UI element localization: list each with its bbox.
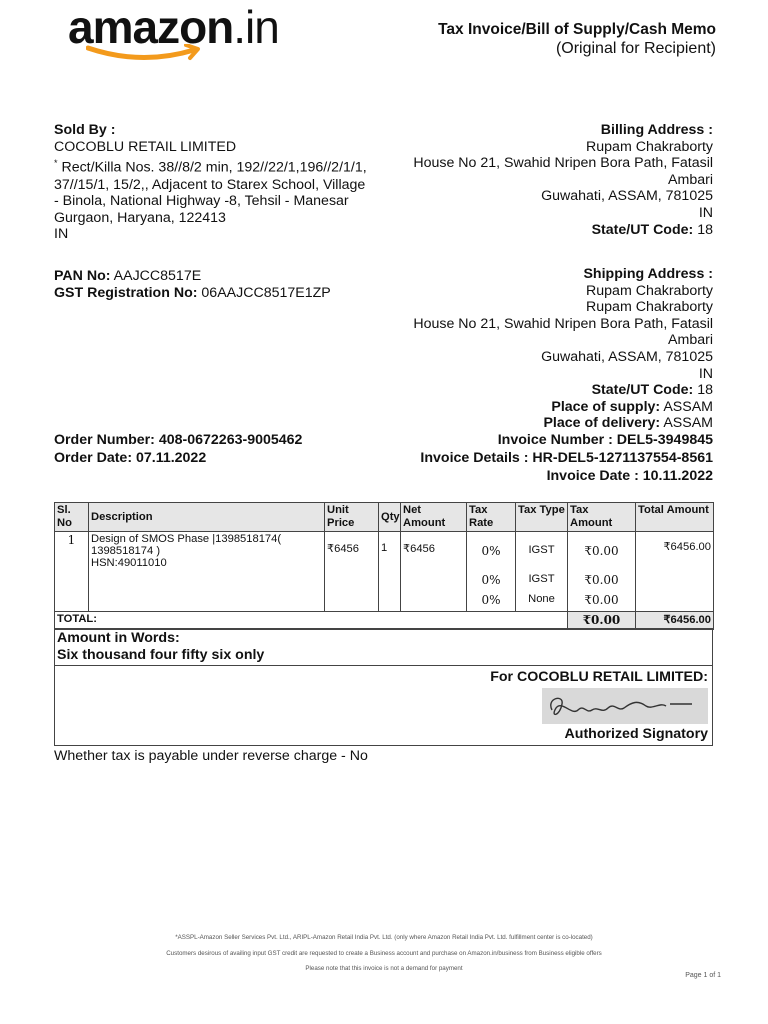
- order-info: [54, 431, 384, 467]
- reverse-charge-note: Whether tax is payable under reverse charge - No: [54, 748, 368, 764]
- total-amount: ₹6456.00: [636, 612, 714, 630]
- invoice-number: Invoice Number : DEL5-3949845: [497, 432, 713, 448]
- cell-tax-amount: ₹0.00: [568, 532, 636, 572]
- footer-line2: Customers desirous of availing input GST credit are requested to create a Business account and purchase on Amazon.in/business from Business eligible offers: [166, 950, 602, 957]
- cell-tax-type-2: IGST: [516, 572, 568, 592]
- cell-tax-type: IGST: [516, 532, 568, 572]
- shipping-label: Shipping Address :: [583, 266, 713, 282]
- sold-by-section: [54, 122, 384, 243]
- gst-row: [54, 285, 394, 302]
- cell-tax-rate: 0%: [467, 532, 516, 572]
- footer-line3: Please note that this invoice is not a demand for payment: [305, 965, 463, 972]
- cell-tax-type-3: None: [516, 592, 568, 612]
- amount-in-words-value: Six thousand four fifty six only: [57, 647, 265, 663]
- header-tax-rate: Tax Rate: [467, 503, 516, 532]
- logo-wordmark: amazon: [68, 1, 234, 53]
- billing-country: IN: [698, 204, 713, 221]
- invoice-title-block: [438, 20, 716, 58]
- seller-address-line3: - Binola, National Highway -8, Tehsil - Manesar: [54, 193, 349, 210]
- cell-tax-amount-2: ₹0.00: [568, 572, 636, 592]
- billing-state-code-label: State/UT Code:: [591, 221, 694, 238]
- shipping-line2: Ambari: [668, 332, 713, 349]
- place-of-delivery-label: Place of delivery:: [543, 415, 661, 432]
- invoice-details: Invoice Details : HR-DEL5-1271137554-8561: [420, 450, 713, 466]
- cell-tax-rate-2: 0%: [467, 572, 516, 592]
- header-sl: Sl. No: [55, 503, 89, 532]
- cell-sl: 1: [55, 532, 89, 612]
- asterisk-mark: *: [54, 158, 58, 169]
- header-total-amount: Total Amount: [636, 503, 714, 532]
- signature-image: [542, 688, 708, 724]
- items-table-wrapper: [54, 502, 713, 630]
- pan-label: PAN No:: [54, 268, 111, 284]
- shipping-line3: Guwahati, ASSAM, 781025: [541, 348, 713, 365]
- description-line3: HSN:49011010: [91, 557, 167, 569]
- place-of-supply-label: Place of supply:: [551, 398, 661, 415]
- invoice-title: Tax Invoice/Bill of Supply/Cash Memo: [438, 21, 716, 38]
- shipping-name2: Rupam Chakraborty: [586, 299, 713, 316]
- cell-net-amount: ₹6456: [401, 532, 467, 612]
- place-of-supply-value: ASSAM: [660, 398, 713, 415]
- shipping-address-section: [383, 266, 713, 432]
- table-row: [55, 532, 714, 572]
- billing-name: Rupam Chakraborty: [586, 138, 713, 155]
- seller-address-line2: 37//15/1, 15/2,, Adjacent to Starex School, Village: [54, 176, 366, 193]
- description-line1: Design of SMOS Phase |1398518174(: [91, 533, 282, 545]
- cell-unit-price: ₹6456: [325, 532, 379, 612]
- gst-value: 06AAJCC8517E1ZP: [197, 284, 331, 301]
- header-description: Description: [89, 503, 325, 532]
- pan-value: AAJCC8517E: [110, 268, 202, 284]
- logo-suffix: .in: [233, 1, 279, 53]
- billing-line2: Ambari: [668, 171, 713, 188]
- order-date: Order Date: 07.11.2022: [54, 450, 207, 466]
- gst-label: GST Registration No:: [54, 284, 198, 301]
- cell-tax-rate-3: 0%: [467, 592, 516, 612]
- table-header-row: [55, 503, 714, 532]
- shipping-state-code: [383, 382, 713, 399]
- billing-line3: Guwahati, ASSAM, 781025: [541, 188, 713, 205]
- amount-in-words-label: Amount in Words:: [57, 630, 180, 646]
- billing-label: Billing Address :: [600, 122, 713, 138]
- invoice-info: [383, 431, 713, 485]
- description-line2: 1398518174 ): [91, 545, 161, 557]
- cell-tax-amount-3: ₹0.00: [568, 592, 636, 612]
- footer-line1: *ASSPL-Amazon Seller Services Pvt. Ltd., ARIPL-Amazon Retail India Pvt. Ltd. (only where Amazon Retail India Pvt. Ltd. fulfillment center is co-located): [175, 934, 593, 941]
- header-qty: Qty: [379, 503, 401, 532]
- amazon-logo: [68, 1, 279, 66]
- shipping-line1: House No 21, Swahid Nripen Bora Path, Fatasil: [413, 315, 713, 332]
- billing-address-section: [383, 122, 713, 238]
- header-net-amount: Net Amount: [401, 503, 467, 532]
- seller-address-line1: [54, 155, 384, 176]
- cell-qty: 1: [379, 532, 401, 612]
- authorized-signatory-label: Authorized Signatory: [564, 726, 708, 742]
- header-tax-amount: Tax Amount: [568, 503, 636, 532]
- shipping-country: IN: [698, 365, 713, 382]
- invoice-subtitle: (Original for Recipient): [555, 40, 716, 57]
- page-number: Page 1 of 1: [685, 972, 721, 979]
- tax-id-section: [54, 268, 394, 301]
- shipping-state-code-label: State/UT Code:: [591, 382, 694, 399]
- sold-by-label: Sold By :: [54, 122, 116, 138]
- header-tax-type: Tax Type: [516, 503, 568, 532]
- invoice-date: Invoice Date : 10.11.2022: [546, 468, 713, 484]
- header-unit-price: Unit Price: [325, 503, 379, 532]
- items-table: [54, 502, 714, 630]
- order-number: Order Number: 408-0672263-9005462: [54, 432, 303, 448]
- logo-smile-icon: [86, 44, 206, 66]
- seller-country: IN: [54, 226, 69, 243]
- seller-address-text1: Rect/Killa Nos. 38//8/2 min, 192//22/1,196//2/1/1,: [57, 159, 367, 176]
- cell-total-amount: ₹6456.00: [636, 532, 714, 612]
- total-tax: ₹0.00: [568, 612, 636, 630]
- total-row: [55, 612, 714, 630]
- signatory-box: [54, 666, 713, 746]
- shipping-name1: Rupam Chakraborty: [586, 282, 713, 299]
- billing-state-code: [383, 222, 713, 239]
- for-company-label: For COCOBLU RETAIL LIMITED:: [490, 669, 708, 685]
- shipping-state-code-value: 18: [693, 382, 713, 399]
- place-of-delivery-value: ASSAM: [660, 415, 713, 432]
- seller-address-line4: Gurgaon, Haryana, 122413: [54, 209, 226, 226]
- billing-state-code-value: 18: [693, 221, 713, 238]
- signature-scribble-icon: [542, 688, 708, 724]
- place-of-delivery: [383, 415, 713, 432]
- seller-name: COCOBLU RETAIL LIMITED: [54, 138, 237, 155]
- place-of-supply: [383, 399, 713, 416]
- cell-description: [89, 532, 325, 612]
- billing-line1: House No 21, Swahid Nripen Bora Path, Fatasil: [413, 155, 713, 172]
- amount-in-words: [54, 628, 713, 666]
- pan-row: [54, 268, 394, 285]
- total-label: TOTAL:: [55, 612, 568, 630]
